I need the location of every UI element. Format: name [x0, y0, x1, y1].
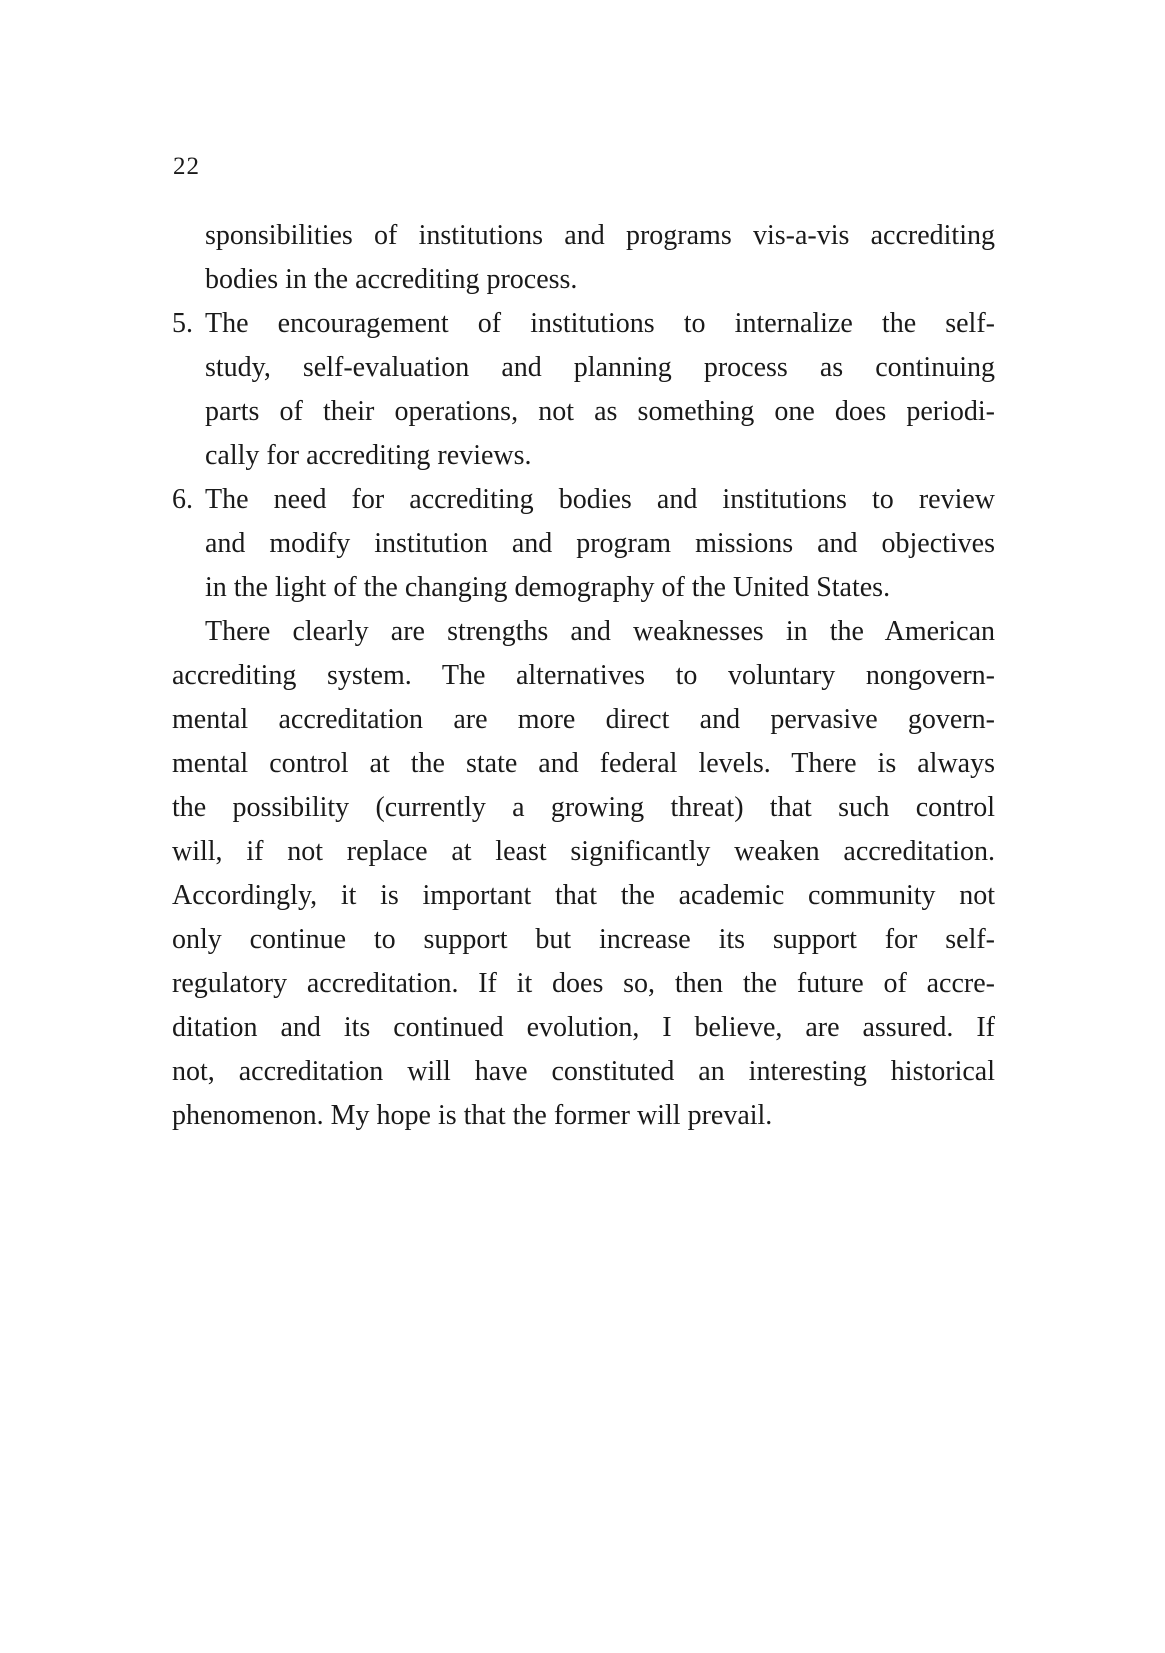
list-item-line: in the light of the changing demography of the United States. [205, 572, 891, 603]
paragraph-line: mental accreditation are more direct and pervasive govern- [172, 704, 995, 735]
list-item-line: and modify institution and program missions and objectives [205, 528, 995, 559]
continuation-line: bodies in the accrediting process. [205, 264, 578, 295]
list-item-line: parts of their operations, not as something one does periodi- [205, 396, 995, 427]
list-item-first-line: The need for accrediting bodies and institutions to review [205, 484, 995, 515]
list-item-number: 6. [172, 484, 193, 515]
paragraph-line: only continue to support but increase its support for self- [172, 924, 995, 955]
body-text [172, 214, 995, 1138]
list-item-line: cally for accrediting reviews. [205, 440, 532, 471]
paragraph-line: Accordingly, it is important that the academic community not [172, 880, 995, 911]
paragraph-line: the possibility (currently a growing threat) that such control [172, 792, 995, 823]
paragraph-line: ditation and its continued evolution, I believe, are assured. If [172, 1012, 995, 1043]
list-item-number: 5. [172, 308, 193, 339]
continuation-line: sponsibilities of institutions and programs vis-a-vis accrediting [205, 220, 995, 251]
paragraph-line: mental control at the state and federal levels. There is always [172, 748, 995, 779]
list-item-first-line: The encouragement of institutions to internalize the self- [205, 308, 995, 339]
page-number: 22 [173, 153, 200, 180]
paragraph-line: accrediting system. The alternatives to voluntary nongovern- [172, 660, 995, 691]
paragraph-line: phenomenon. My hope is that the former will prevail. [172, 1100, 773, 1131]
list-item-5 [172, 302, 995, 346]
list-item-6 [172, 478, 995, 522]
list-item-line: study, self-evaluation and planning process as continuing [205, 352, 995, 383]
paragraph-line: regulatory accreditation. If it does so, then the future of accre- [172, 968, 995, 999]
paragraph-line: not, accreditation will have constituted an interesting historical [172, 1056, 995, 1087]
paragraph-first-line: There clearly are strengths and weaknesses in the American [205, 616, 995, 647]
paragraph-line: will, if not replace at least significantly weaken accreditation. [172, 836, 995, 867]
